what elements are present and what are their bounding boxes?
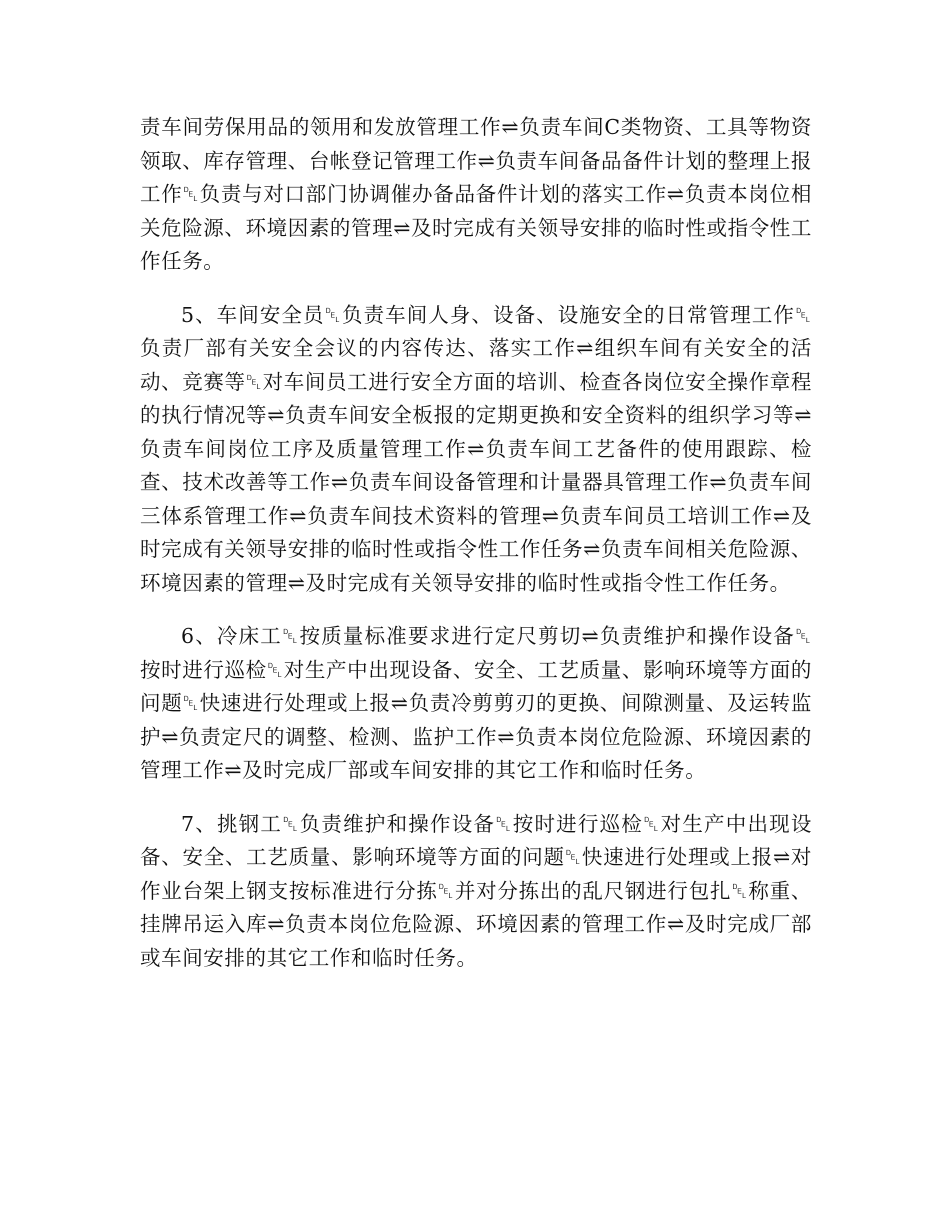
paragraph-cooling-bed-worker: 6、冷床工␡按质量标准要求进行定尺剪切⇌负责维护和操作设备␡按时进行巡检␡对生产中出现设备、安全、工艺质量、影响环境等方面的问题␡快速进行处理或上报⇌负责冷剪剪刃的更换、间隙测量、及运转监护⇌负责定尺的调整、检测、监护工作⇌负责本岗位危险源、环境因素的管理工作⇌及时完成厂部或车间安排的其它工作和临时任务。 <box>140 624 812 782</box>
document-body <box>140 111 812 995</box>
paragraph-steel-picker: 7、挑钢工␡负责维护和操作设备␡按时进行巡检␡对生产中出现设备、安全、工艺质量、影响环境等方面的问题␡快速进行处理或上报⇌对作业台架上钢支按标准进行分拣␡并对分拣出的乱尺钢进行包扎␡称重、挂牌吊运入库⇌负责本岗位危险源、环境因素的管理工作⇌及时完成厂部或车间安排的其它工作和临时任务。 <box>140 811 812 970</box>
paragraph-safety-officer: 5、车间安全员␡负责车间人身、设备、设施安全的日常管理工作␡负责厂部有关安全会议的内容传达、落实工作⇌组织车间有关安全的活动、竞赛等␡对车间员工进行安全方面的培训、检查各岗位安全操作章程的执行情况等⇌负责车间安全板报的定期更换和安全资料的组织学习等⇌负责车间岗位工序及质量管理工作⇌负责车间工艺备件的使用跟踪、检查、技术改善等工作⇌负责车间设备管理和计量器具管理工作⇌负责车间三体系管理工作⇌负责车间技术资料的管理⇌负责车间员工培训工作⇌及时完成有关领导安排的临时性或指令性工作任务⇌负责车间相关危险源、环境因素的管理⇌及时完成有关领导安排的临时性或指令性工作任务。 <box>140 302 812 595</box>
paragraph-continued: 责车间劳保用品的领用和发放管理工作⇌负责车间C类物资、工具等物资领取、库存管理、台帐登记管理工作⇌负责车间备品备件计划的整理上报工作␡负责与对口部门协调催办备品备件计划的落实工作⇌负责本岗位相关危险源、环境因素的管理⇌及时完成有关领导安排的临时性或指令性工作任务。 <box>140 115 812 273</box>
